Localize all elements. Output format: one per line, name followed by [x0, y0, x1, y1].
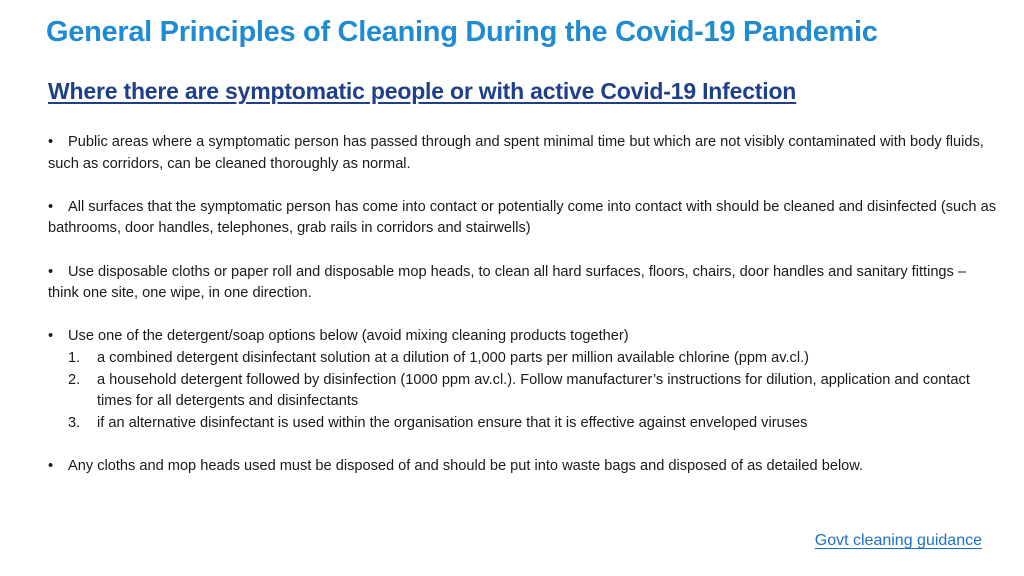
list-item-text: a household detergent followed by disinfection (1000 ppm av.cl.). Follow manufacturer’s instructions for dilution, application and contact times for all detergents and disinfectants [97, 371, 970, 410]
bullet-text: Any cloths and mop heads used must be disposed of and should be put into waste bags and disposed of as detailed below. [68, 457, 864, 474]
bullet-paragraph-5 [48, 456, 998, 478]
slide-title: General Principles of Cleaning During the Covid-19 Pandemic [46, 16, 878, 48]
bullet-paragraph-2 [48, 197, 998, 240]
detergent-options-list [48, 348, 998, 434]
bullet-glyph: • [48, 328, 54, 345]
bullet-paragraph-4 [48, 326, 998, 434]
list-item [48, 413, 998, 435]
list-item [48, 348, 998, 370]
slide-body [48, 132, 998, 499]
list-item-text: a combined detergent disinfectant solution at a dilution of 1,000 parts per million available chlorine (ppm av.cl.) [97, 349, 809, 366]
list-item-text: if an alternative disinfectant is used within the organisation ensure that it is effective against enveloped viruses [97, 414, 808, 431]
bullet-glyph: • [48, 198, 54, 215]
list-item-number: 1. [68, 349, 81, 366]
bullet-text: All surfaces that the symptomatic person has come into contact or potentially come into contact with should be cleaned and disinfected (such as bathrooms, door handles, telephones, grab rails in corridors and stairwells) [48, 198, 997, 237]
bullet-glyph: • [48, 134, 54, 150]
govt-cleaning-guidance-link[interactable]: Govt cleaning guidance [814, 532, 982, 549]
list-item-number: 3. [68, 414, 81, 431]
slide-subtitle: Where there are symptomatic people or with active Covid-19 Infection [48, 78, 797, 104]
list-item-number: 2. [68, 371, 81, 388]
bullet-glyph: • [48, 263, 54, 280]
bullet-text: Use one of the detergent/soap options below (avoid mixing cleaning products together) [68, 328, 629, 345]
bullet-paragraph-3 [48, 262, 998, 305]
bullet-paragraph-1 [48, 132, 998, 175]
bullet-text: Use disposable cloths or paper roll and disposable mop heads, to clean all hard surfaces, floors, chairs, door handles and sanitary fittings – think one site, one wipe, in one direction. [48, 263, 967, 302]
bullet-text: Public areas where a symptomatic person has passed through and spent minimal time but which are not visibly contaminated with body fluids, such as corridors, can be cleaned thoroughly as normal. [48, 134, 984, 172]
bullet-glyph: • [48, 457, 54, 474]
list-item [48, 370, 998, 413]
